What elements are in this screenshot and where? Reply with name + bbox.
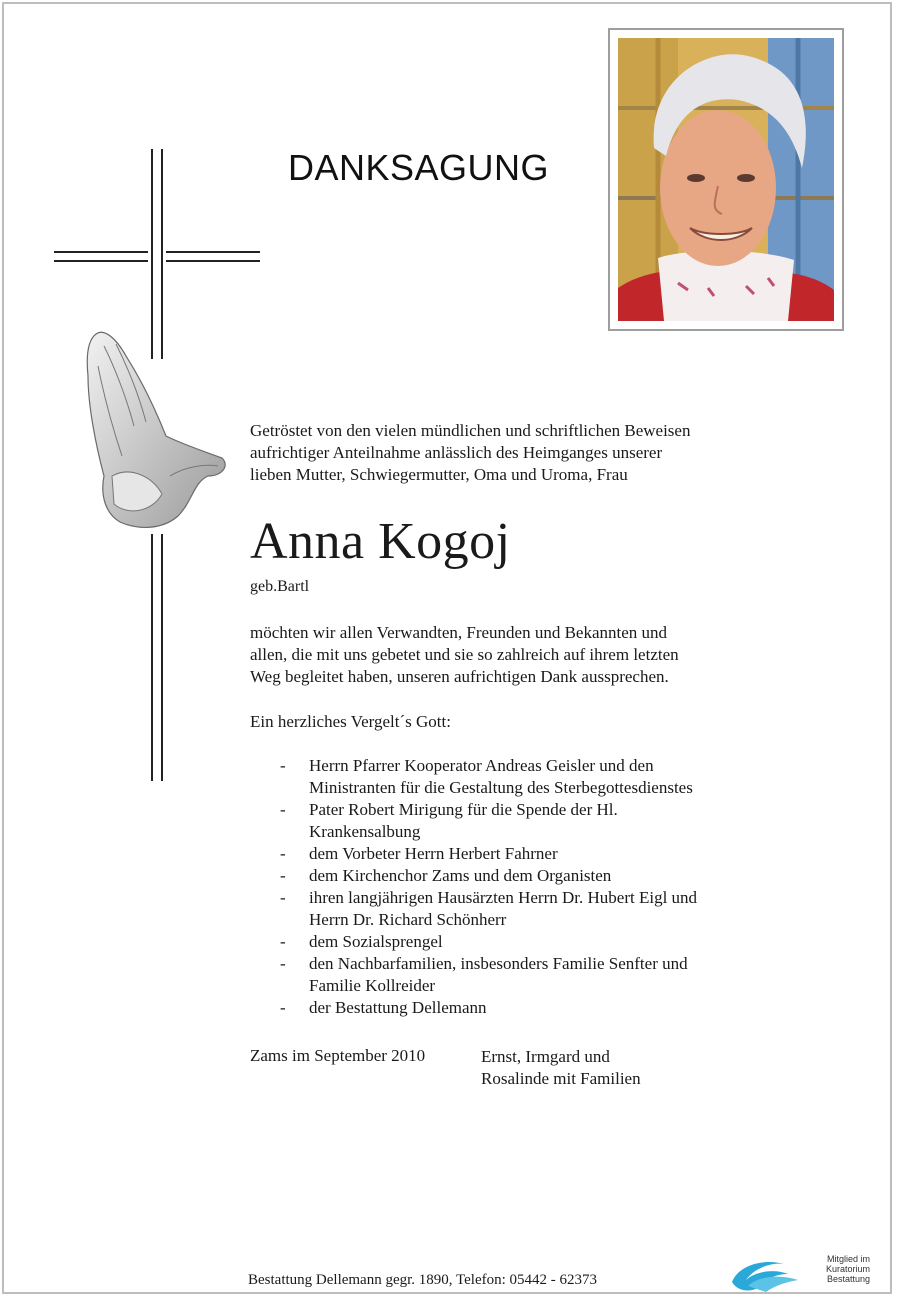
list-marker: - — [280, 866, 286, 885]
list-item-line: dem Vorbeter Herrn Herbert Fahrner — [309, 844, 558, 863]
list-item — [280, 997, 780, 1019]
deceased-name: Anna Kogoj — [250, 513, 511, 570]
list-item-line: dem Kirchenchor Zams und dem Organisten — [309, 866, 612, 885]
kuratorium-logo — [728, 1252, 868, 1294]
intro-text — [250, 420, 810, 486]
intro-line: lieben Mutter, Schwiegermutter, Oma und Uroma, Frau — [250, 465, 628, 484]
portrait-photo — [618, 38, 834, 321]
logo-text-line: Mitglied im — [826, 1254, 870, 1264]
list-marker: - — [280, 954, 286, 973]
logo-text — [810, 1254, 870, 1284]
list-marker: - — [280, 888, 286, 907]
thanks-line: möchten wir allen Verwandten, Freunden und Bekannten und — [250, 623, 668, 642]
signer-line: Ernst, Irmgard und — [481, 1047, 610, 1066]
list-item — [280, 865, 780, 887]
list-item-line: ihren langjährigen Hausärzten Herrn Dr. Hubert Eigl und — [309, 888, 698, 907]
page-title: DANKSAGUNG — [288, 147, 550, 188]
list-marker: - — [280, 800, 286, 819]
place-date: Zams im September 2010 — [250, 1046, 426, 1065]
list-marker: - — [280, 844, 286, 863]
signers — [481, 1046, 641, 1090]
list-item-line: der Bestattung Dellemann — [309, 998, 487, 1017]
list-item-line: Krankensalbung — [309, 822, 421, 841]
list-item-line: Pater Robert Mirigung für die Spende der Hl. — [309, 800, 618, 819]
thanks-text — [250, 622, 810, 688]
list-item — [280, 843, 780, 865]
signer-line: Rosalinde mit Familien — [481, 1069, 641, 1088]
list-item — [280, 887, 780, 931]
list-marker: - — [280, 932, 286, 951]
list-item — [280, 799, 780, 843]
list-item-line: Familie Kollreider — [309, 976, 436, 995]
intro-line: Getröstet von den vielen mündlichen und schriftlichen Beweisen — [250, 421, 691, 440]
list-marker: - — [280, 756, 286, 775]
list-item — [280, 755, 780, 799]
praying-hands-icon — [82, 326, 232, 536]
list-marker: - — [280, 998, 286, 1017]
footer-text: Bestattung Dellemann gegr. 1890, Telefon: 05442 - 62373 — [248, 1272, 598, 1288]
intro-line: aufrichtiger Anteilnahme anlässlich des Heimganges unserer — [250, 443, 663, 462]
thanks-line: allen, die mit uns gebetet und sie so zahlreich auf ihrem letzten — [250, 645, 679, 664]
thanks-list — [280, 755, 780, 1019]
list-item-line: dem Sozialsprengel — [309, 932, 443, 951]
portrait-frame — [608, 28, 844, 331]
list-item-line: den Nachbarfamilien, insbesonders Familie Senfter und — [309, 954, 688, 973]
maiden-name: geb.Bartl — [250, 578, 310, 595]
kuratorium-swirl-icon — [728, 1252, 812, 1294]
greeting-text: Ein herzliches Vergelt´s Gott: — [250, 712, 451, 731]
logo-text-line: Kuratorium Bestattung — [825, 1264, 870, 1284]
list-item-line: Ministranten für die Gestaltung des Sterbegottesdienstes — [309, 778, 693, 797]
list-item-line: Herrn Pfarrer Kooperator Andreas Geisler und den — [309, 756, 654, 775]
list-item-line: Herrn Dr. Richard Schönherr — [309, 910, 507, 929]
list-item — [280, 931, 780, 953]
thanks-line: Weg begleitet haben, unseren aufrichtigen Dank aussprechen. — [250, 667, 669, 686]
list-item — [280, 953, 780, 997]
obituary-page — [2, 2, 892, 1294]
